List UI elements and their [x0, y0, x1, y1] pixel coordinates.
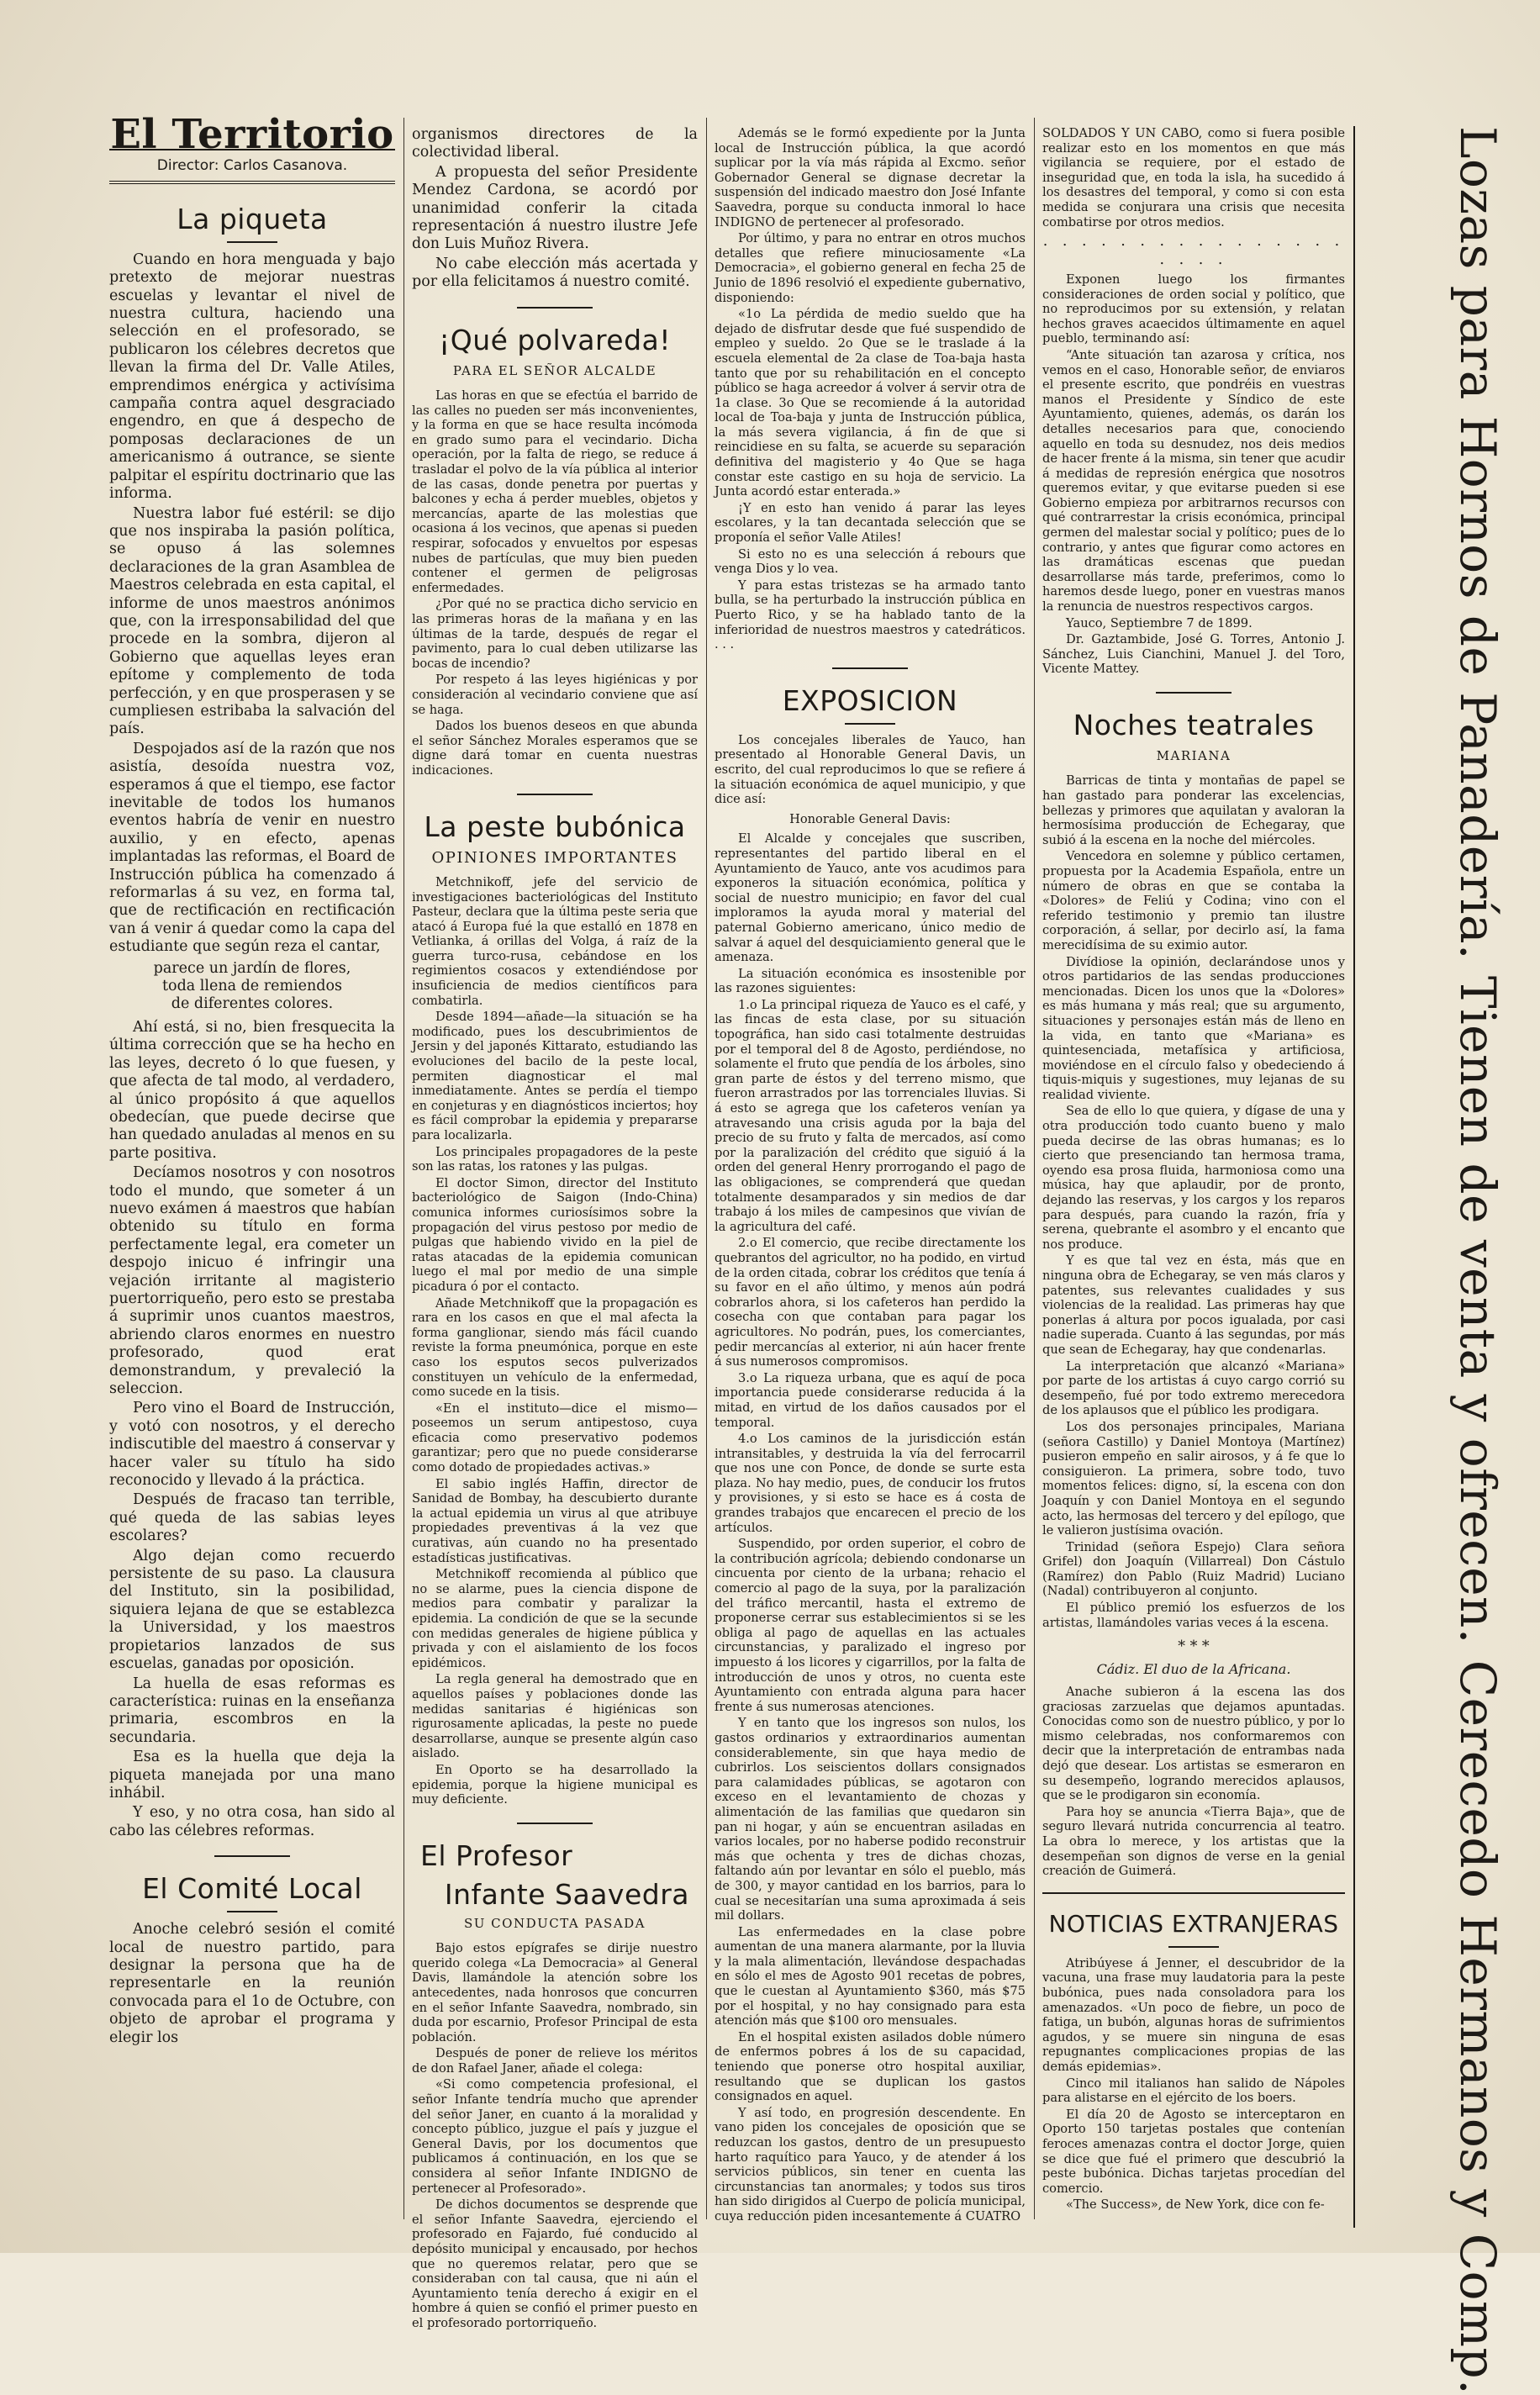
article-paragraph: Algo dejan como recuerdo persistente de su paso. La clausura del Instituto, sin la posibilidad, siquiera lejana de que se establezca la Universidad, y los maestros propietarios lanzados de sus escuelas, ganadas por oposición. [109, 1547, 395, 1673]
article-paragraph: Vencedora en solemne y público certamen, propuesta por la Academia Española, entre un número de obras en que se contaba la «Dolores» de Feliú y Codina; vino con el referido testimonio y premio tan ilustre corporación, á sellar, por decirlo así, la fama merecidísima de su eximio autor. [1042, 849, 1345, 952]
headline-la-piqueta: La piqueta [177, 202, 328, 235]
article-paragraph: ¿Por qué no se practica dicho servicio en las primeras horas de la mañana y en las últimas de la tarde, después de regar el pavimento, para lo cual deben utilizarse las bocas de incendio? [412, 597, 698, 671]
dateline: Yauco, Septiembre 7 de 1899. [1066, 615, 1253, 630]
article-paragraph: No cabe elección más acertada y por ella felicitamos á nuestro comité. [412, 255, 698, 291]
article-paragraph: Además se le formó expediente por la Junta local de Instrucción pública, la que acordó suplicar por la vía más rápida al Excmo. señor Gobernador General se dignase decretar la suspensión del indicado maestro don José Infante Saavedra, porque su conducta inmoral lo hace INDIGNO de pertenecer al profesorado. [715, 126, 1026, 229]
article-paragraph: Los dos personajes principales, Mariana (señora Castillo) y Daniel Montoya (Martínez) pusieron empeño en salir airosos, y á fe que lo consiguieron. La primera, sobre todo, tuvo momentos felices: digno, sí, la escena con don Joaquín y con Daniel Montoya en el segundo acto, las hermosas del tercero y del epílogo, que le valieron justísima ovación. [1042, 1419, 1345, 1538]
article-paragraph: Si esto no es una selección á rebours que venga Dios y lo vea. [715, 546, 1026, 577]
article-paragraph: La huella de esas reformas es característica: ruinas en la enseñanza primaria, escombros en la secundaria. [109, 1675, 395, 1746]
article-paragraph: «Si como competencia profesional, el señor Infante tendría mucho que aprender del señor Janer, en cuanto á la moralidad y concepto público, juzgue el país y juzgue el General Davis, por los documentos que publicamos á continuación, en los que se considera al señor Infante INDIGNO de pertenecer al Profesorado». [412, 2077, 698, 2196]
article-paragraph: De dichos documentos se desprende que el señor Infante Saavedra, ejerciendo el profesorado en Fajardo, fué conducido al depósito municipal y encausado, por hechos que no queremos relatar, pero que se consideraban con tal causa, que ni aún el Ayuntamiento tenía derecho á exigir en el hombre á quien se confió el primer puesto en el profesorado portorriqueño. [412, 2197, 698, 2330]
article-paragraph: 2.o El comercio, que recibe directamente los quebrantos del agricultor, no ha podido, en virtud de la orden citada, cobrar los créditos que tenía á su favor en el año último, y menos aún podrá cobrarlos ahora, si los cafeteros han perdido la cosecha con que contaban para pagar los agricultores. No podrán, pues, los comerciantes, pedir mercancías al exterior, ni aún hacer frente á sus numerosos compromisos. [715, 1236, 1026, 1369]
article-paragraph: Anoche celebró sesión el comité local de nuestro partido, para designar la persona que ha de representarle en la reunión convocada para el 1o de Octubre, con objeto de aprobar el programa y elegir los [109, 1921, 395, 2046]
article-paragraph: «1o La pérdida de medio sueldo que ha dejado de disfrutar desde que fué suspendido de empleo y sueldo. 2o Que se le traslade á la escuela elemental de 2a clase de Toa-baja hasta tanto que por su rehabilitación en el concepto público se haga acreedor á volver á servir otra de 1a clase. 3o Que se recomiende á la autoridad local de Toa-baja y junta de Instrucción pública, la más severa vigilancia, á fin de que si reincidiese en su falta, se acuerde su separación definitiva del magisterio y 4o Que se haga constar este castigo en su hoja de servicio. La Junta acordó estar enterada.» [715, 307, 1026, 499]
divider [214, 1855, 290, 1857]
article-paragraph: Atribúyese á Jenner, el descubridor de la vacuna, una frase muy laudatoria para la peste bubónica, pues nada consoladora para los amenazados. «Un poco de fiebre, un poco de fatiga, un bubón, algunas horas de sufrimientos agudos, y se muere sin ninguna de esas repugnantes complicaciones propias de las demás epidemias». [1042, 1955, 1345, 2074]
divider [1168, 1946, 1219, 1948]
column-4 [1042, 126, 1345, 2219]
column-1 [109, 111, 395, 2219]
column-rule [1034, 118, 1035, 2219]
headline-infante-saavedra: Infante Saavedra [444, 1877, 689, 1911]
signatories: Dr. Gaztambide, José G. Torres, Antonio J. Sánchez, Luis Cianchini, Manuel J. del Toro, Vicente Mattey. [1042, 632, 1345, 677]
article-paragraph: Cuando en hora menguada y bajo pretexto de mejorar nuestras escuelas y levantar el nivel de nuestra cultura, haciendo una selección en el profesorado, se publicaron los célebres decretos que llevan la firma del Dr. Valle Atiles, emprendimos enérgica y activísima campaña contra aquel desgraciado engendro, en que á despecho de pomposas declaraciones de un americanismo á outrance, se siente palpitar el espíritu doctrinario que las informa. [109, 251, 395, 503]
article-paragraph: El Alcalde y concejales que suscriben, representantes del partido liberal en el Ayuntamiento de Yauco, ante vos acudimos para exponeros la situación económica, política y social de nuestro municipio; en favor del cual imploramos la ayuda moral y material del paternal Gobierno americano, único medio de salvar á aquel del desquiciamiento general que le amenaza. [715, 831, 1026, 965]
article-paragraph: La regla general ha demostrado que en aquellos países y poblaciones donde las medidas sanitarias é higiénicas son rigurosamente aplicadas, la peste no puede desarrollarse, aunque se presente algún caso aislado. [412, 1672, 698, 1761]
article-paragraph: SOLDADOS Y UN CABO, como si fuera posible realizar esto en los momentos en que más vigilancia se requiere, por el estado de inseguridad que, en toda la isla, ha sucedido á los desastres del temporal, y como si con esta medida se conjurara una crisis que necesita combatirse por otros medios. [1042, 126, 1345, 229]
divider [845, 723, 895, 725]
headline-exposicion: EXPOSICION [782, 683, 958, 717]
headline-que-polvareda: ¡Qué polvareda! [438, 323, 671, 356]
article-paragraph: Dados los buenos deseos en que abunda el señor Sánchez Morales esperamos que se digne dará tomar en cuenta nuestras indicaciones. [412, 719, 698, 778]
article-paragraph: Esa es la huella que deja la piqueta manejada por una mano inhábil. [109, 1749, 395, 1802]
verse-line: de diferentes colores. [171, 995, 334, 1013]
article-paragraph: Exponen luego los firmantes consideraciones de orden social y político, que no reproducimos por su extensión, y relatan hechos graves acaecidos últimamente en aquel pueblo, terminando así: [1042, 272, 1345, 346]
subheadline: PARA EL SEÑOR ALCALDE [452, 362, 657, 378]
article-paragraph: Para hoy se anuncia «Tierra Baja», que de seguro llevará nutrida concurrencia al teatro. La obra lo merece, y los artistas que la desempeñan son dignos de verse en la genial creación de Guimerá. [1042, 1804, 1345, 1879]
letter-salutation: Honorable General Davis: [789, 811, 951, 826]
subsection-title: Cádiz. El duo de la Africana. [1096, 1660, 1291, 1677]
article-paragraph: Divídiose la opinión, declarándose unos y otros partidarios de las sendas producciones mencionadas. Dicen los unos que la «Dolores» es más humana y más real; que su argumento, situaciones y personajes están más de lleno en la vida, en tanto que «Mariana» es quintesenciada, metafísica y artificiosa, moviéndose en el círculo falso y obedeciendo á tiquis-miquis y sugestiones, muy lejanas de su realidad viviente. [1042, 954, 1345, 1102]
article-paragraph: “Ante situación tan azarosa y crítica, nos vemos en el caso, Honorable señor, de enviaros el presente escrito, que pondréis en vuestras manos el Presidente y Síndico de este Ayuntamiento, quienes, además, os darán los detalles necesarios para que, conociendo aquello en toda su desnudez, nos deis medios de hacer frente á la misma, sin tener que acudir á medidas de represión enérgica que nosotros queremos evitar, y que evitarse pueden si ese Gobierno empieza por arbitrarnos recursos con qué contrarrestar la crisis económica, principal germen del malestar social y político; pues de lo contrario, y antes que figurar como actores en las dramáticas escenas que puedan desarrollarse más tarde, preferimos, como lo haremos desde luego, poner en vuestras manos la renuncia de nuestros respectivos cargos. [1042, 347, 1345, 615]
article-paragraph: La situación económica es insostenible por las razones siguientes: [715, 966, 1026, 996]
column-2 [412, 126, 698, 2330]
column-rule [706, 118, 707, 2219]
article-paragraph: 4.o Los caminos de la jurisdicción están intransitables, y destruida la vía del ferrocarril que nos une con Ponce, de donde se surte esta plaza. No hay medio, pues, de conducir los frutos y provisiones, y si esto se hace es á costa de grandes trabajos que encarecen el precio de los artículos. [715, 1432, 1026, 1535]
article-paragraph: A propuesta del señor Presidente Mendez Cardona, se acordó por unanimidad conferir la citada representación á nuestro ilustre Jefe don Luis Muñoz Rivera. [412, 163, 698, 253]
article-paragraph: 3.o La riqueza urbana, que es aquí de poca importancia puede considerarse reducida á la mitad, en virtud de los daños causados por el temporal. [715, 1370, 1026, 1430]
headline-profesor: El Profesor [420, 1838, 573, 1872]
article-paragraph: Por respeto á las leyes higiénicas y por consideración al vecindario conviene que así se haga. [412, 673, 698, 717]
headline-noticias-extranjeras: NOTICIAS EXTRANJERAS [1048, 1909, 1339, 1938]
article-paragraph: En Oporto se ha desarrollado la epidemia, porque la higiene municipal es muy deficiente. [412, 1762, 698, 1807]
article-paragraph: Bajo estos epígrafes se dirije nuestro querido colega «La Democracia» al General Davis, llamándole la atención sobre los antecedentes, nada honrosos que concurren en el señor Infante Saavedra, nombrado, sin duda por escarnio, Profesor Principal de esta población. [412, 1941, 698, 2044]
verse-line: parece un jardín de flores, [153, 959, 351, 977]
article-paragraph: Trinidad (señora Espejo) Clara señora Grifel) don Joaquín (Villarreal) Don Cástulo (Ramírez) don Pablo (Ruiz Madrid) Luciano (Nadal) contribuyeron al conjunto. [1042, 1539, 1345, 1599]
divider [832, 667, 908, 669]
divider [227, 1911, 277, 1912]
article-paragraph: Despojados así de la razón que nos asistía, desoída nuestra voz, esperamos á que el tiempo, ese factor inevitable de todos los humanos eventos habría de venir en nuestro auxilio, y en efecto, apenas implantadas las reformas, el Board de Instrucción pública ha comenzado á reformarlas á su vez, en forma tal, que de rectificación en rectificación van á venir á quedar como la capa del estudiante que según reza el cantar, [109, 740, 395, 956]
masthead-title: El Territorio [110, 111, 394, 158]
advertisement-text: Lozas para Hornos de Panadería. Tienen de venta y ofrecen. Cerecedo Hermanos y Comp. [1449, 126, 1506, 2395]
asterism: * * * [1178, 1638, 1210, 1656]
dotted-separator: . . . . . . . . . . . . . . . . . . . . [1042, 233, 1345, 268]
article-paragraph: Metchnikoff recomienda al público que no se alarme, pues la ciencia dispone de medios para combatir y paralizar la epidemia. La condición de que se la secunde con medidas generales de higiene pública y privada y con el aislamiento de los focos epidémicos. [412, 1567, 698, 1670]
article-paragraph: Anache subieron á la escena las dos graciosas zarzuelas que dejamos apuntadas. Conocidas como son de nuestro público, y por lo mismo celebradas, nos conformaremos con decir que la interpretación de entrambas nada dejó que desear. Los artistas se esmeraron en su desempeño, logrando merecidos aplausos, que se le prodigaron sin economía. [1042, 1685, 1345, 1803]
divider [1156, 692, 1231, 694]
article-paragraph: Y para estas tristezas se ha armado tanto bulla, se ha perturbado la instrucción pública en Puerto Rico, y se ha hablado tanto de la inferioridad de nuestros maestros y catedráticos. . . . [715, 578, 1026, 652]
divider [517, 1823, 593, 1824]
article-paragraph: Y eso, y no otra cosa, han sido al cabo las célebres reformas. [109, 1804, 395, 1839]
article-paragraph: El día 20 de Agosto se interceptaron en Oporto 150 tarjetas postales que contenían feroces amenazas contra el doctor Jorge, quien se dice que fué el primero que descubrió la peste bubónica. Dichas tarjetas procedían del comercio. [1042, 2107, 1345, 2196]
column-rule [403, 118, 404, 2219]
article-paragraph: 1.o La principal riqueza de Yauco es el café, y las fincas de esta clase, por su situación topográfica, han sido casi totalmente destruidas por el temporal del 8 de Agosto, perdiéndose, no solamente el fruto que pendía de los árboles, sino gran parte de éstos y del terreno mismo, que fueron arrastrados por las torrenciales lluvias. Si á esto se agrega que los cafeteros venían ya atravesando una crisis aguda por la baja del precio de su fruto y falta de mercados, así como por la paralización del crédito que siguió á la orden del general Henry prorrogando el pago de las obligaciones, se comprenderá que quedan totalmente desamparados y sin medios de dar trabajo á los miles de campesinos que vivían de la agricultura del café. [715, 997, 1026, 1234]
divider [517, 307, 593, 309]
article-paragraph: «En el instituto—dice el mismo—poseemos un serum antipestoso, cuya eficacia como preservativo podemos garantizar; pero que no puede considerarse como dotado de propiedades activas.» [412, 1401, 698, 1475]
article-paragraph: Después de fracaso tan terrible, qué queda de las sabias leyes escolares? [109, 1491, 395, 1545]
article-paragraph: ¡Y en esto han venido á parar las leyes escolares, y la tan decantada selección que se proponía el señor Valle Atiles! [715, 500, 1026, 546]
article-paragraph: Sea de ello lo que quiera, y dígase de una y otra producción todo cuanto bueno y malo pueda decirse de las obras humanas; es lo cierto que presenciando tan hermosa trama, oyendo esa prosa fluida, harmoniosa como una música, hay que aplaudir, por de pronto, dejando las reservas, y los cargos y los reparos para después, para cuando la razón, fría y serena, quebrante el asombro y el encanto que nos produce. [1042, 1104, 1345, 1252]
article-paragraph: Nuestra labor fué estéril: se dijo que nos inspiraba la pasión política, se opuso á las solemnes declaraciones de la gran Asamblea de Maestros celebrada en esta capital, el informe de unos maestros anónimos que, con la irresponsabilidad del que procede en la sombra, dijeron al Gobierno que aquellas leyes eran epítome y complemento de toda perfección, y en que prosperasen y se cumpliesen estribaba la salvación del país. [109, 504, 395, 738]
article-paragraph: Añade Metchnikoff que la propagación es rara en los casos en que el mal afecta la forma ganglionar, siendo más fácil cuando reviste la forma pneumónica, porque en este caso los esputos secos pulverizados constituyen un vehículo de la enfermedad, como sucede en la tisis. [412, 1295, 698, 1400]
article-paragraph: Y así todo, en progresión descendente. En vano piden los concejales de oposición que se reduzcan los gastos, dentro de un presupuesto harto raquítico para Yauco, y de atender á los servicios públicos, sin tener en cuenta las circunstancias tan anormales; y todos sus tiros han sido dirigidos al Cuerpo de policía municipal, cuya reducción piden incesantemente á CUATRO [715, 2105, 1026, 2224]
article-paragraph: Suspendido, por orden superior, el cobro de la contribución agrícola; debiendo condonarse un cincuenta por ciento de la urbana; rehacio el comercio al pago de la suya, por la paralización del tráfico mercantil, hasta el extremo de proponerse cerrar sus establecimientos si se les obliga al pago de aquellas en las actuales circunstancias, y paralizado el ingreso por impuesto á los licores y cigarrillos, por la falta de introducción de unos y otros, no cuenta este Ayuntamiento con entrada alguna para hacer frente á sus numerosas atenciones. [715, 1537, 1026, 1714]
subheadline: MARIANA [1156, 748, 1231, 763]
article-paragraph: «The Success», de New York, dice con fe- [1066, 2197, 1325, 2213]
article-paragraph: Los concejales liberales de Yauco, han presentado al Honorable General Davis, un escrito, del cual reproducimos lo que se refiere á la situación económica de aquel municipio, y que dice así: [715, 732, 1026, 807]
vertical-advertisement [1353, 126, 1523, 2395]
article-paragraph: Barricas de tinta y montañas de papel se han gastado para ponderar las excelencias, bellezas y primores que aquilatan y avaloran la hermosísima producción de Echegaray, que subió á la escena en la noche del miércoles. [1042, 773, 1345, 847]
divider [517, 794, 593, 795]
article-paragraph: organismos directores de la colectividad liberal. [412, 126, 698, 161]
article-paragraph: El sabio inglés Haffin, director de Sanidad de Bombay, ha descubierto durante la actual epidemia un virus al que atribuye propiedades preventivas á la vez que curativas, aún cuando no ha presentado estadísticas justificativas. [412, 1476, 698, 1565]
subheadline: SU CONDUCTA PASADA [463, 1915, 646, 1931]
divider [227, 241, 277, 243]
article-paragraph: Desde 1894—añade—la situación se ha modificado, pues los descubrimientos de Jersin y del japonés Kittarato, estudiando las evoluciones del bacilo de la peste local, permiten diagnosticar el mal inmediatamente. Antes se perdía el tiempo en conjeturas y en diagnósticos inciertos; hoy es fácil comprobar la epidemia y prepararse para localizarla. [412, 1010, 698, 1142]
masthead-director: Director: Carlos Casanova. [109, 149, 395, 183]
article-paragraph: Las enfermedades en la clase pobre aumentan de una manera alarmante, por la lluvia y la mala alimentación, llevándose despachadas en sólo el mes de Agosto 901 recetas de pobres, que le cuestan al Ayuntamiento $360, más $75 por el hospital, y no hay consignado para esta atención más que $100 oro mensuales. [715, 1924, 1026, 2028]
article-paragraph: Pero vino el Board de Instrucción, y votó con nosotros, y el derecho indiscutible del maestro á conservar y hacer valer su título ha sido reconocido y llevado á la práctica. [109, 1400, 395, 1490]
article-paragraph: La interpretación que alcanzó «Mariana» por parte de los artistas á cuyo cargo corrió su desempeño, fué por todo extremo merecedora de los aplausos que el público les prodigara. [1042, 1358, 1345, 1418]
article-paragraph: Y en tanto que los ingresos son nulos, los gastos ordinarios y extraordinarios aumentan considerablemente, sin que haya medio de cubrirlos. Los seiscientos dollars consignados para calamidades públicas, se agotaron con exceso en el levantamiento de chozas y alimentación de las familias que quedaron sin pan ni hogar, y aún se encuentran asiladas en varios locales, por no haberse podido reconstruir más que ochenta y tres de dichas chozas, faltando aún por levantar en sólo el pueblo, más de 300, y mayor cantidad en los barrios, para lo cual se necesitarían una suma aproximada á seis mil dollars. [715, 1716, 1026, 1923]
subheadline: OPINIONES IMPORTANTES [431, 848, 678, 867]
column-3 [715, 126, 1026, 2224]
article-paragraph: Y es que tal vez en ésta, más que en ninguna obra de Echegaray, se ven más claros y patentes, sus relevantes cualidades y sus violencias de la realidad. Las primeras hay que ponerlas á altura por pocos igualada, por casi nadie superada. Cuanto á las segundas, por más que sean de Echegaray, hay que condenarlas. [1042, 1253, 1345, 1357]
article-paragraph: Los principales propagadores de la peste son las ratas, los ratones y las pulgas. [412, 1144, 698, 1174]
headline-noches-teatrales: Noches teatrales [1073, 709, 1315, 741]
article-paragraph: El público premió los esfuerzos de los artistas, llamándoles varias veces á la escena. [1042, 1601, 1345, 1630]
article-paragraph: Por último, y para no entrar en otros muchos detalles que refiere minuciosamente «La Democracia», el gobierno general en fecha 25 de Junio de 1896 resolvió el expediente gubernativo, disponiendo: [715, 231, 1026, 305]
divider [1042, 1892, 1345, 1894]
quoted-verse [109, 960, 395, 1014]
article-paragraph: Las horas en que se efectúa el barrido de las calles no pueden ser más inconvenientes, y la forma en que se hace resulta incómoda en grado sumo para el vecindario. Dicha operación, por la falta de riego, se reduce á trasladar el polvo de la vía pública al interior de las casas, donde penetra por puertas y balcones y echa á perder muebles, objetos y mercancías, aparte de las molestias que ocasiona á los vecinos, que apenas si pueden respirar, sofocados y envueltos por espesas nubes de partículas, que muy bien pueden contener el germen de peligrosas enfermedades. [412, 388, 698, 595]
article-paragraph: Después de poner de relieve los méritos de don Rafael Janer, añade el colega: [412, 2046, 698, 2076]
article-paragraph: Cinco mil italianos han salido de Nápoles para alistarse en el ejército de los boers. [1042, 2076, 1345, 2106]
verse-line: toda llena de remiendos [162, 978, 342, 995]
headline-peste-bubonica: La peste bubónica [424, 810, 686, 843]
article-paragraph: Decíamos nosotros y con nosotros todo el mundo, que someter á un nuevo exámen á maestros que habían obtenido su título en forma perfectamente legal, era cometer un despojo inicuo é infringir una vejación irritante al magisterio puertorriqueño, pero esto se prestaba á suprimir unos cuantos maestros, abriendo claros enormes en nuestro profesorado, quod erat demonstrandum, y prevaleció la seleccion. [109, 1164, 395, 1397]
article-paragraph: Metchnikoff, jefe del servicio de investigaciones bacteriológicas del Instituto Pasteur, declara que la última peste seria que atacó á Europa fué la que estalló en 1878 en Vetlianka, á orillas del Volga, á raíz de la guerra turco-rusa, cebándose en los regimientos cosacos y extendiéndose por insuficiencia de medios científicos para combatirla. [412, 874, 698, 1008]
article-paragraph: Ahí está, si no, bien fresquecita la última corrección que se ha hecho en las leyes, decreto ó lo que fuesen, y que afecta de tal modo, al verdadero, al único propósito á que aquellos obedecían, que puede decirse que han quedado anuladas al menos en su parte positiva. [109, 1018, 395, 1162]
headline-comite-local: El Comité Local [142, 1872, 362, 1906]
article-paragraph: En el hospital existen asilados doble número de enfermos pobres á los de su capacidad, teniendo que ponerse otro hospital auxiliar, resultando que se duplican los gastos consignados en aquel. [715, 2029, 1026, 2104]
article-paragraph: El doctor Simon, director del Instituto bacteriológico de Saigon (Indo-China) comunica informes curiosísimos sobre la propagación del virus pestoso por medio de pulgas que habiendo vivido en la piel de ratas atacadas de la epidemia comunican luego el mal por medio de una simple picadura ó por el contacto. [412, 1175, 698, 1294]
